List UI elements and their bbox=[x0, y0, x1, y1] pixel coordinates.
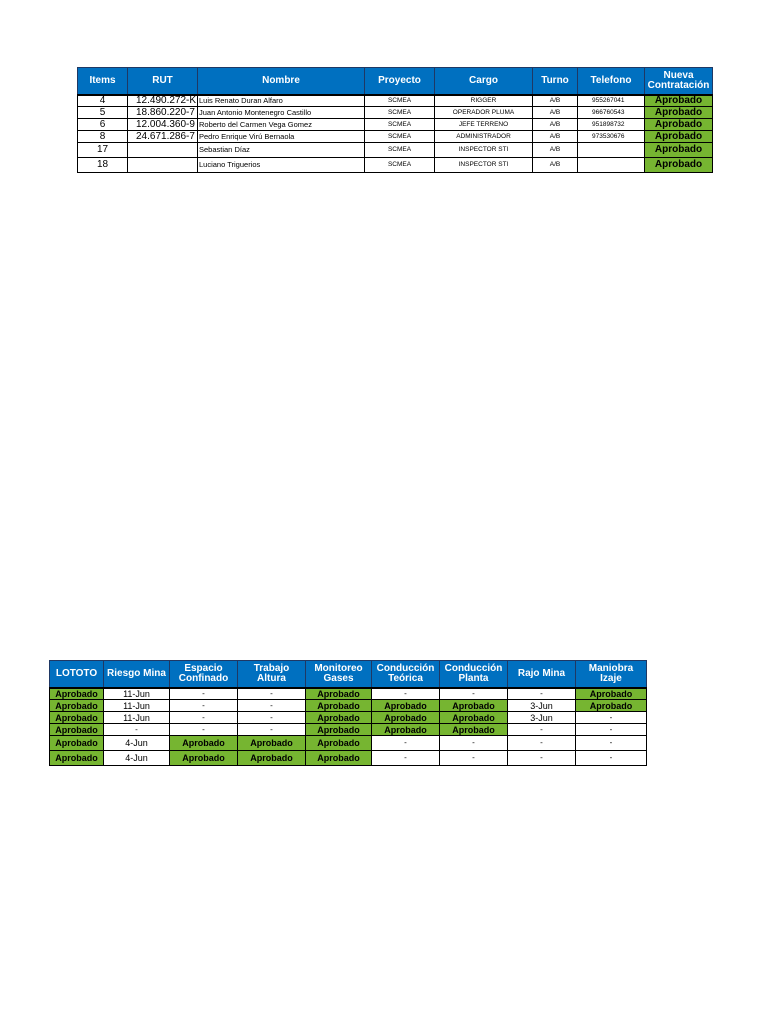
rajo-mina-cell: - bbox=[508, 724, 576, 736]
header-maniobra-izaje: Maniobra Izaje bbox=[576, 661, 647, 688]
conduccion-planta-cell: Aprobado bbox=[440, 724, 508, 736]
nombre-cell: Juan Antonio Montenegro Castillo bbox=[198, 107, 365, 119]
espacio-confinado-cell: Aprobado bbox=[170, 751, 238, 766]
lototo-cell: Aprobado bbox=[50, 700, 104, 712]
trabajo-altura-cell: - bbox=[238, 724, 306, 736]
rut-cell bbox=[128, 158, 198, 173]
turno-cell: A/B bbox=[533, 131, 578, 143]
proyecto-cell: SCMEA bbox=[365, 119, 435, 131]
turno-cell: A/B bbox=[533, 95, 578, 107]
item-cell: 6 bbox=[78, 119, 128, 131]
rajo-mina-cell: - bbox=[508, 688, 576, 700]
monitoreo-gases-cell: Aprobado bbox=[306, 688, 372, 700]
header-riesgo-mina: Riesgo Mina bbox=[104, 661, 170, 688]
espacio-confinado-cell: - bbox=[170, 700, 238, 712]
header-cargo: Cargo bbox=[435, 68, 533, 95]
item-cell: 8 bbox=[78, 131, 128, 143]
maniobra-izaje-cell: - bbox=[576, 736, 647, 751]
trabajo-altura-cell: - bbox=[238, 700, 306, 712]
telefono-cell: 973530676 bbox=[578, 131, 645, 143]
header-rut: RUT bbox=[128, 68, 198, 95]
riesgo-mina-cell: 11-Jun bbox=[104, 688, 170, 700]
monitoreo-gases-cell: Aprobado bbox=[306, 700, 372, 712]
conduccion-planta-cell: - bbox=[440, 736, 508, 751]
table-row bbox=[50, 724, 647, 736]
table-row bbox=[50, 736, 647, 751]
espacio-confinado-cell: - bbox=[170, 712, 238, 724]
telefono-cell bbox=[578, 143, 645, 158]
lototo-cell: Aprobado bbox=[50, 751, 104, 766]
maniobra-izaje-cell: - bbox=[576, 712, 647, 724]
table-row bbox=[78, 95, 713, 107]
rut-cell: 24.671.286-7 bbox=[128, 131, 198, 143]
nombre-cell: Sebastian Díaz bbox=[198, 143, 365, 158]
espacio-confinado-cell: - bbox=[170, 724, 238, 736]
nombre-cell: Luciano Triguerios bbox=[198, 158, 365, 173]
riesgo-mina-cell: - bbox=[104, 724, 170, 736]
telefono-cell: 966760543 bbox=[578, 107, 645, 119]
table-row bbox=[78, 131, 713, 143]
nombre-cell: Roberto del Carmen Vega Gomez bbox=[198, 119, 365, 131]
conduccion-teorica-cell: Aprobado bbox=[372, 700, 440, 712]
riesgo-mina-cell: 4-Jun bbox=[104, 751, 170, 766]
table-row bbox=[50, 751, 647, 766]
item-cell: 5 bbox=[78, 107, 128, 119]
status-badge: Aprobado bbox=[645, 95, 713, 107]
item-cell: 4 bbox=[78, 95, 128, 107]
espacio-confinado-cell: Aprobado bbox=[170, 736, 238, 751]
status-badge: Aprobado bbox=[645, 119, 713, 131]
personnel-header-row bbox=[78, 68, 713, 95]
maniobra-izaje-cell: - bbox=[576, 751, 647, 766]
proyecto-cell: SCMEA bbox=[365, 95, 435, 107]
table-row bbox=[78, 158, 713, 173]
rajo-mina-cell: 3-Jun bbox=[508, 700, 576, 712]
conduccion-planta-cell: - bbox=[440, 751, 508, 766]
conduccion-teorica-cell: - bbox=[372, 751, 440, 766]
cargo-cell: ADMINISTRADOR bbox=[435, 131, 533, 143]
riesgo-mina-cell: 4-Jun bbox=[104, 736, 170, 751]
personnel-table bbox=[77, 67, 713, 173]
proyecto-cell: SCMEA bbox=[365, 158, 435, 173]
rut-cell bbox=[128, 143, 198, 158]
cargo-cell: RIGGER bbox=[435, 95, 533, 107]
rajo-mina-cell: 3-Jun bbox=[508, 712, 576, 724]
turno-cell: A/B bbox=[533, 119, 578, 131]
header-rajo-mina: Rajo Mina bbox=[508, 661, 576, 688]
table-row bbox=[50, 688, 647, 700]
trabajo-altura-cell: Aprobado bbox=[238, 751, 306, 766]
header-trabajo-altura: Trabajo Altura bbox=[238, 661, 306, 688]
header-monitoreo-gases: Monitoreo Gases bbox=[306, 661, 372, 688]
header-espacio-confinado: Espacio Confinado bbox=[170, 661, 238, 688]
nombre-cell: Pedro Enrique Virú Bernaola bbox=[198, 131, 365, 143]
proyecto-cell: SCMEA bbox=[365, 143, 435, 158]
proyecto-cell: SCMEA bbox=[365, 107, 435, 119]
telefono-cell bbox=[578, 158, 645, 173]
turno-cell: A/B bbox=[533, 107, 578, 119]
item-cell: 18 bbox=[78, 158, 128, 173]
conduccion-planta-cell: Aprobado bbox=[440, 712, 508, 724]
conduccion-planta-cell: - bbox=[440, 688, 508, 700]
table-row bbox=[78, 119, 713, 131]
status-badge: Aprobado bbox=[645, 158, 713, 173]
maniobra-izaje-cell: - bbox=[576, 724, 647, 736]
trabajo-altura-cell: Aprobado bbox=[238, 736, 306, 751]
cargo-cell: JEFE TERRENO bbox=[435, 119, 533, 131]
table-row bbox=[78, 107, 713, 119]
maniobra-izaje-cell: Aprobado bbox=[576, 688, 647, 700]
header-proyecto: Proyecto bbox=[365, 68, 435, 95]
riesgo-mina-cell: 11-Jun bbox=[104, 700, 170, 712]
conduccion-planta-cell: Aprobado bbox=[440, 700, 508, 712]
espacio-confinado-cell: - bbox=[170, 688, 238, 700]
monitoreo-gases-cell: Aprobado bbox=[306, 736, 372, 751]
riesgo-mina-cell: 11-Jun bbox=[104, 712, 170, 724]
table-row bbox=[50, 700, 647, 712]
conduccion-teorica-cell: Aprobado bbox=[372, 724, 440, 736]
monitoreo-gases-cell: Aprobado bbox=[306, 724, 372, 736]
nombre-cell: Luis Renato Duran Alfaro bbox=[198, 95, 365, 107]
telefono-cell: 951898732 bbox=[578, 119, 645, 131]
turno-cell: A/B bbox=[533, 143, 578, 158]
trabajo-altura-cell: - bbox=[238, 688, 306, 700]
cargo-cell: INSPECTOR STI bbox=[435, 158, 533, 173]
item-cell: 17 bbox=[78, 143, 128, 158]
status-badge: Aprobado bbox=[645, 107, 713, 119]
trabajo-altura-cell: - bbox=[238, 712, 306, 724]
status-badge: Aprobado bbox=[645, 143, 713, 158]
table-row bbox=[50, 712, 647, 724]
conduccion-teorica-cell: Aprobado bbox=[372, 712, 440, 724]
status-badge: Aprobado bbox=[645, 131, 713, 143]
header-lototo: LOTOTO bbox=[50, 661, 104, 688]
lototo-cell: Aprobado bbox=[50, 712, 104, 724]
cargo-cell: INSPECTOR STI bbox=[435, 143, 533, 158]
telefono-cell: 955267041 bbox=[578, 95, 645, 107]
monitoreo-gases-cell: Aprobado bbox=[306, 751, 372, 766]
turno-cell: A/B bbox=[533, 158, 578, 173]
cargo-cell: OPERADOR PLUMA bbox=[435, 107, 533, 119]
training-table bbox=[49, 660, 647, 766]
rut-cell: 18.860.220-7 bbox=[128, 107, 198, 119]
training-header-row bbox=[50, 661, 647, 688]
lototo-cell: Aprobado bbox=[50, 724, 104, 736]
header-conduccion-teorica: Conducción Teórica bbox=[372, 661, 440, 688]
header-turno: Turno bbox=[533, 68, 578, 95]
lototo-cell: Aprobado bbox=[50, 688, 104, 700]
rut-cell: 12.490.272-K bbox=[128, 95, 198, 107]
maniobra-izaje-cell: Aprobado bbox=[576, 700, 647, 712]
conduccion-teorica-cell: - bbox=[372, 736, 440, 751]
monitoreo-gases-cell: Aprobado bbox=[306, 712, 372, 724]
proyecto-cell: SCMEA bbox=[365, 131, 435, 143]
header-conduccion-planta: Conducción Planta bbox=[440, 661, 508, 688]
rajo-mina-cell: - bbox=[508, 751, 576, 766]
header-nombre: Nombre bbox=[198, 68, 365, 95]
header-items: Items bbox=[78, 68, 128, 95]
lototo-cell: Aprobado bbox=[50, 736, 104, 751]
table-row bbox=[78, 143, 713, 158]
rut-cell: 12.004.360-9 bbox=[128, 119, 198, 131]
rajo-mina-cell: - bbox=[508, 736, 576, 751]
conduccion-teorica-cell: - bbox=[372, 688, 440, 700]
header-nueva-contratacion: Nueva Contratación bbox=[645, 68, 713, 95]
header-telefono: Telefono bbox=[578, 68, 645, 95]
